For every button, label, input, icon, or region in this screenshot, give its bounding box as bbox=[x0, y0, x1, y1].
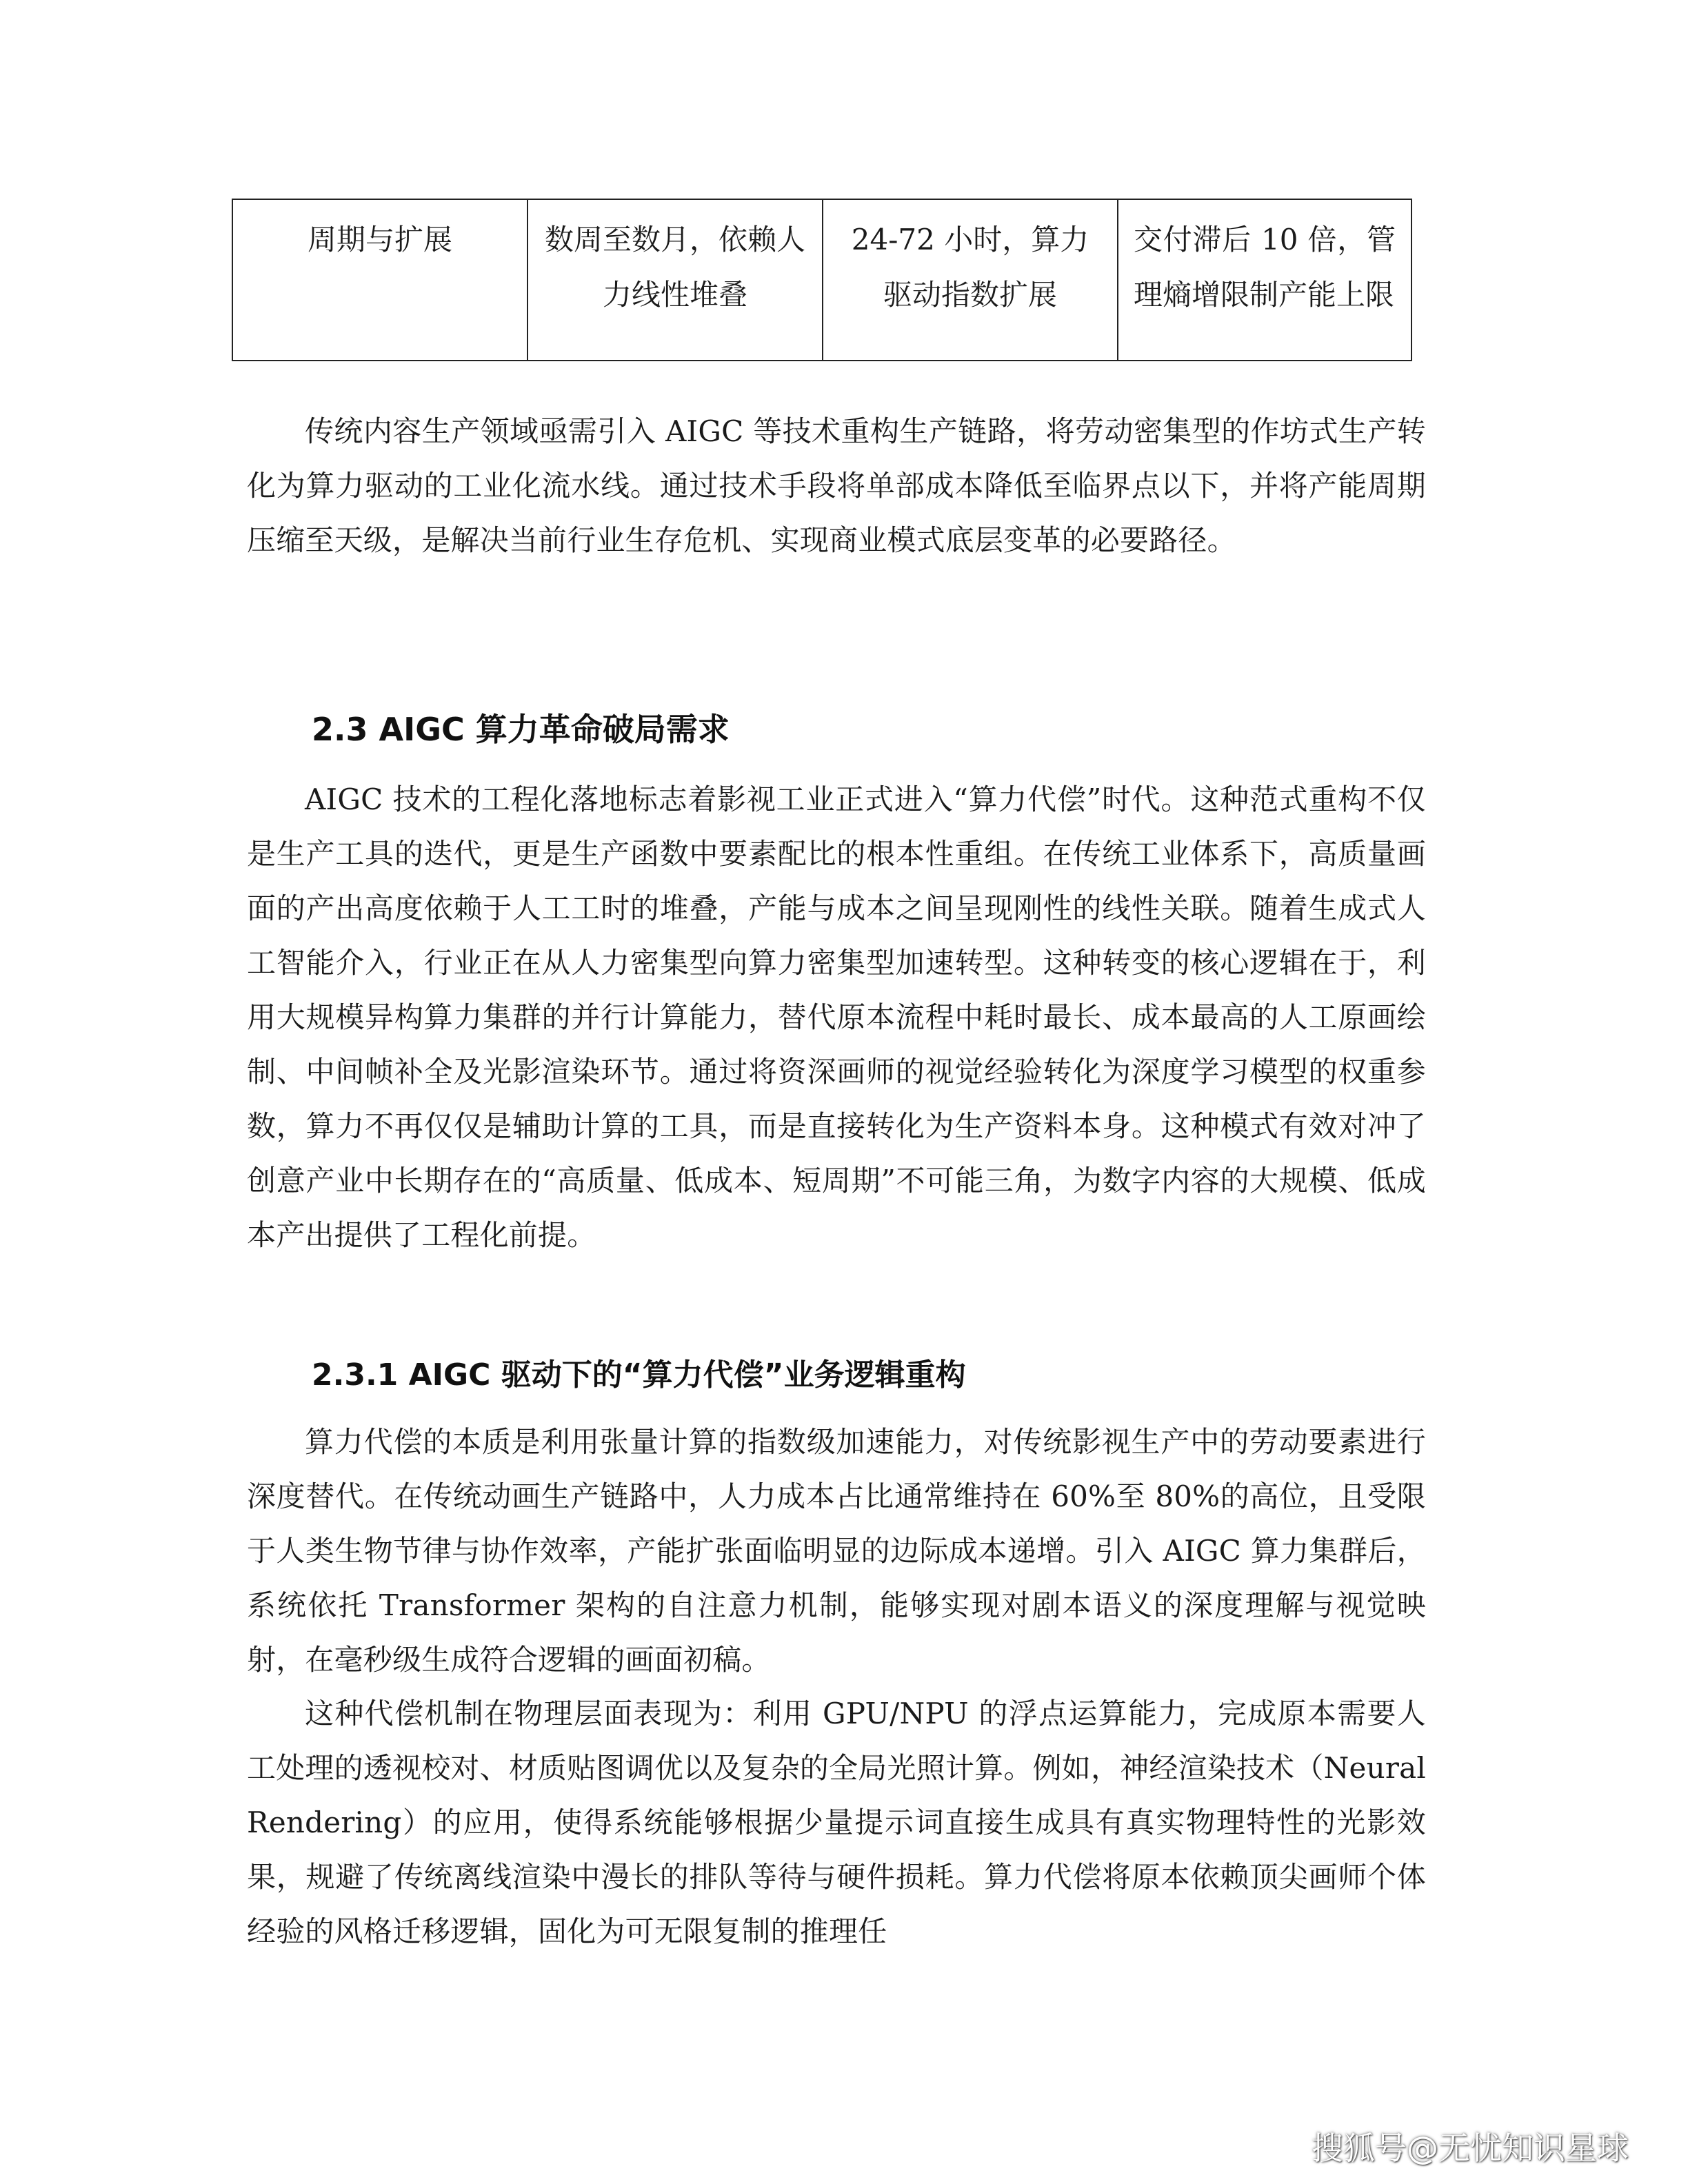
table-cell-aigc: 24-72 小时，算力驱动指数扩展 bbox=[823, 199, 1118, 361]
paragraph-compensation-mechanism: 这种代偿机制在物理层面表现为：利用 GPU/NPU 的浮点运算能力，完成原本需要人工处理的透视校对、材质贴图调优以及复杂的全局光照计算。例如，神经渲染技术（Neural Rendering）的应用，使得系统能够根据少量提示词直接生成具有真实物理特性的光影效果，规避了传统离线渲染中漫长的排队等待与硬件损耗。算力代偿将原本依赖顶尖画师个体经验的风格迁移逻辑，固化为可无限复制的推理任 bbox=[247, 1697, 1426, 1948]
comparison-table-fragment bbox=[232, 199, 1412, 361]
table-row bbox=[232, 199, 1411, 361]
paragraph-compute-compensation-essence: 算力代偿的本质是利用张量计算的指数级加速能力，对传统影视生产中的劳动要素进行深度替代。在传统动画生产链路中，人力成本占比通常维持在 60%至 80%的高位，且受限于人类生物节律与协作效率，产能扩张面临明显的边际成本递增。引入 AIGC 算力集群后，系统依托 Transformer 架构的自注意力机制，能够实现对剧本语义的深度理解与视觉映射，在毫秒级生成符合逻辑的画面初稿。 bbox=[247, 1425, 1426, 1677]
source-watermark: 搜狐号@无忧知识星球 bbox=[1312, 2130, 1629, 2167]
section-heading-2-3: 2.3 AIGC 算力革命破局需求 bbox=[312, 711, 730, 748]
table-cell-dimension: 周期与扩展 bbox=[232, 199, 528, 361]
section-heading-2-3-1: 2.3.1 AIGC 驱动下的“算力代偿”业务逻辑重构 bbox=[312, 1357, 966, 1393]
paragraph-industry-transformation: 传统内容生产领域亟需引入 AIGC 等技术重构生产链路，将劳动密集型的作坊式生产转化为算力驱动的工业化流水线。通过技术手段将单部成本降低至临界点以下，并将产能周期压缩至天级，是解决当前行业生存危机、实现商业模式底层变革的必要路径。 bbox=[247, 414, 1426, 557]
table-cell-traditional: 数周至数月，依赖人力线性堆叠 bbox=[528, 199, 823, 361]
table-cell-impact: 交付滞后 10 倍，管理熵增限制产能上限 bbox=[1118, 199, 1411, 361]
paragraph-compute-revolution: AIGC 技术的工程化落地标志着影视工业正式进入“算力代偿”时代。这种范式重构不仅是生产工具的迭代，更是生产函数中要素配比的根本性重组。在传统工业体系下，高质量画面的产出高度依赖于人工工时的堆叠，产能与成本之间呈现刚性的线性关联。随着生成式人工智能介入，行业正在从人力密集型向算力密集型加速转型。这种转变的核心逻辑在于，利用大规模异构算力集群的并行计算能力，替代原本流程中耗时最长、成本最高的人工原画绘制、中间帧补全及光影渲染环节。通过将资深画师的视觉经验转化为深度学习模型的权重参数，算力不再仅仅是辅助计算的工具，而是直接转化为生产资料本身。这种模式有效对冲了创意产业中长期存在的“高质量、低成本、短周期”不可能三角，为数字内容的大规模、低成本产出提供了工程化前提。 bbox=[247, 782, 1426, 1252]
